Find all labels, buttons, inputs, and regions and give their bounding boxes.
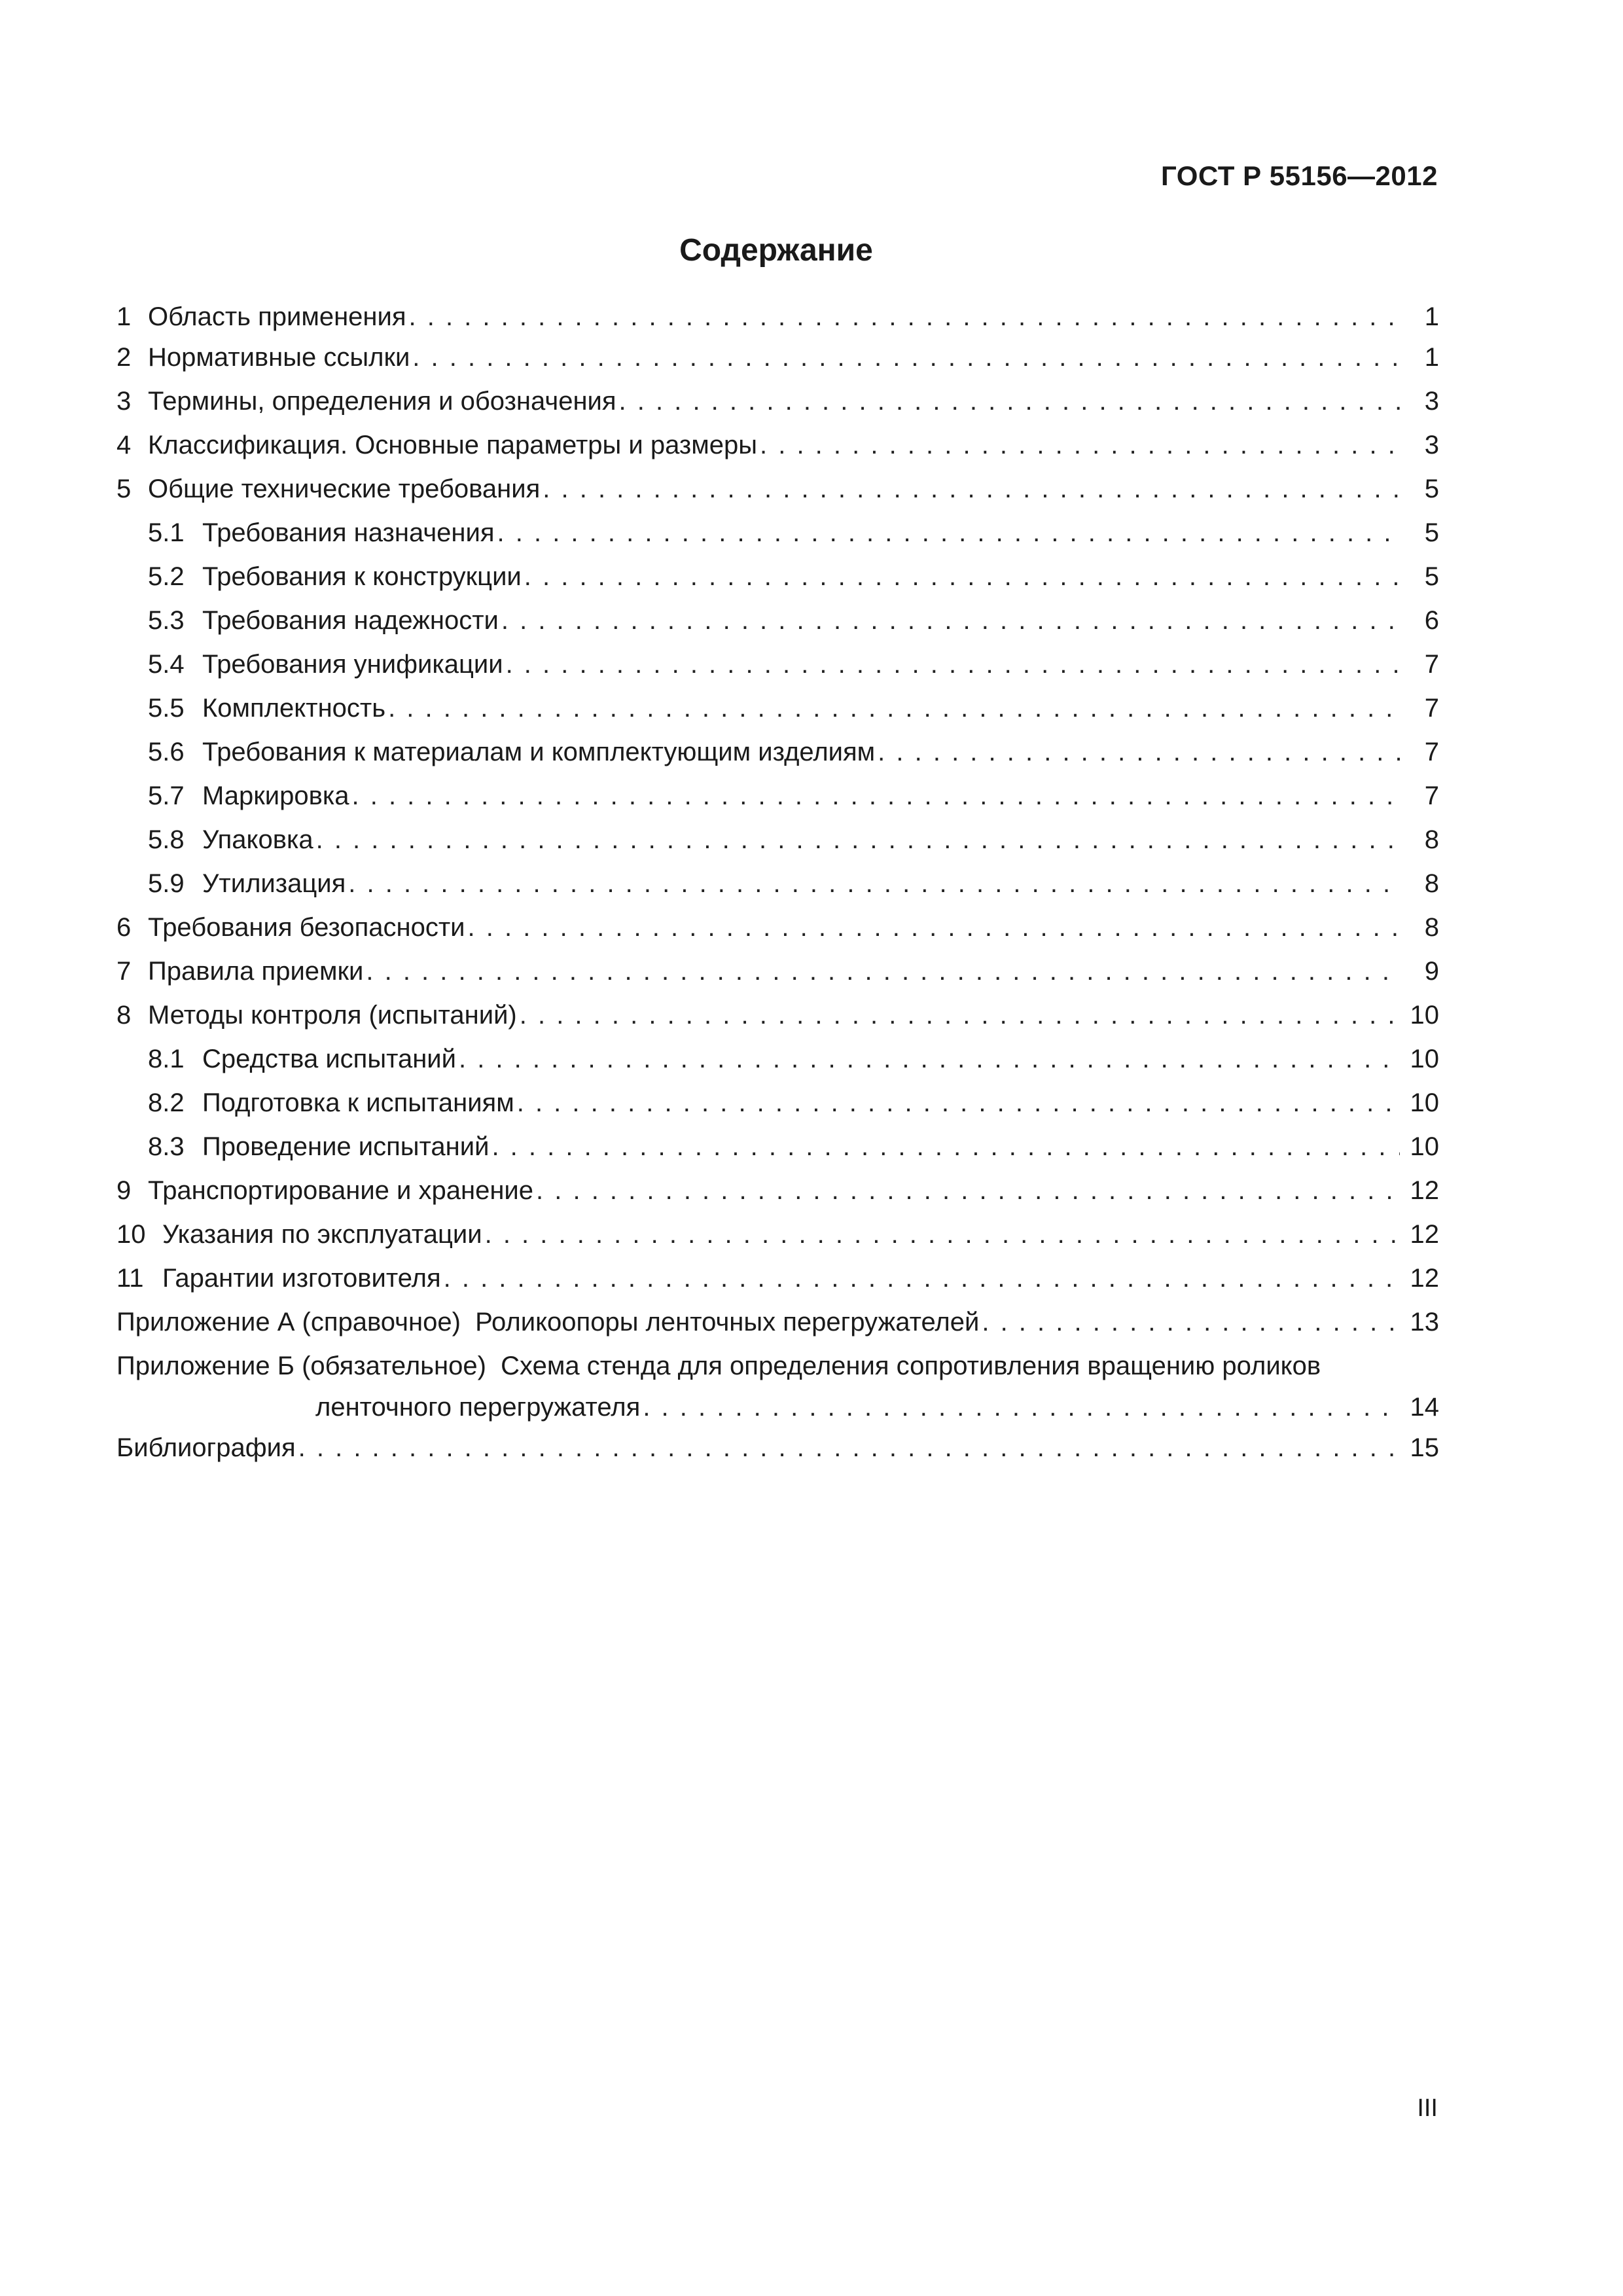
dot-leader — [875, 730, 1400, 774]
toc-entry-appendix-a[interactable] — [116, 1300, 1439, 1344]
dot-leader — [495, 511, 1400, 555]
toc-entry-number: 10 — [116, 1220, 146, 1249]
toc-entry-8-3[interactable] — [116, 1125, 1439, 1169]
toc-entry-page: 8 — [1424, 913, 1439, 942]
toc-entry-appendix-b-continued[interactable] — [116, 1388, 1439, 1426]
dot-leader — [406, 298, 1400, 336]
toc-entry-page: 8 — [1424, 869, 1439, 898]
toc-entry-5-5[interactable] — [116, 687, 1439, 730]
toc-entry-11[interactable] — [116, 1257, 1439, 1300]
toc-entry-page: 5 — [1424, 518, 1439, 547]
toc-entry-page: 1 — [1424, 343, 1439, 372]
toc-entry-5-1[interactable] — [116, 511, 1439, 555]
dot-leader — [489, 1125, 1400, 1169]
dot-leader — [616, 380, 1400, 423]
toc-entry-page: 8 — [1424, 825, 1439, 854]
toc-entry-text: Требования к конструкции — [202, 562, 522, 591]
toc-entry-8-2[interactable] — [116, 1081, 1439, 1125]
toc-entry-text: Указания по эксплуатации — [162, 1220, 482, 1249]
toc-entry-1[interactable] — [116, 298, 1439, 336]
toc-entry-text: Утилизация — [202, 869, 346, 898]
toc-entry-text: Классификация. Основные параметры и размеры — [148, 431, 757, 459]
toc-entry-5[interactable] — [116, 467, 1439, 511]
toc-entry-5-7[interactable] — [116, 774, 1439, 818]
dot-leader — [979, 1300, 1400, 1344]
toc-entry-number: 2 — [116, 343, 132, 372]
toc-entry-5-8[interactable] — [116, 818, 1439, 862]
toc-entry-5-2[interactable] — [116, 555, 1439, 599]
toc-entry-5-3[interactable] — [116, 599, 1439, 643]
toc-entry-text: Комплектность — [202, 694, 386, 723]
toc-entry-page: 7 — [1424, 738, 1439, 766]
toc-entry-number: 1 — [116, 302, 132, 331]
toc-entry-page: 10 — [1410, 1045, 1439, 1073]
toc-entry-6[interactable] — [116, 906, 1439, 950]
toc-entry-text: Требования безопасности — [148, 913, 465, 942]
dot-leader — [410, 336, 1400, 380]
toc-entry-number: 5.7 — [148, 781, 185, 810]
toc-entry-page: 10 — [1410, 1001, 1439, 1030]
dot-leader — [313, 818, 1400, 862]
toc-entry-number: 8 — [116, 1001, 132, 1030]
toc-entry-text: Общие технические требования — [148, 475, 541, 503]
dot-leader — [517, 994, 1400, 1037]
toc-entry-page: 13 — [1410, 1308, 1439, 1336]
toc-entry-page: 3 — [1424, 431, 1439, 459]
dot-leader — [540, 467, 1400, 511]
toc-entry-text: Термины, определения и обозначения — [148, 387, 616, 416]
toc-entry-text: Библиография — [116, 1433, 296, 1462]
toc-entry-page: 12 — [1410, 1220, 1439, 1249]
dot-leader — [349, 774, 1400, 818]
dot-leader — [640, 1388, 1400, 1426]
toc-entry-text: Транспортирование и хранение — [148, 1176, 534, 1205]
toc-entry-number: 5.1 — [148, 518, 185, 547]
dot-leader — [522, 555, 1400, 599]
toc-entry-text: Требования унификации — [202, 650, 503, 679]
toc-entry-10[interactable] — [116, 1213, 1439, 1257]
toc-entry-number: 5.6 — [148, 738, 185, 766]
dot-leader — [499, 599, 1400, 643]
toc-entry-text: Приложение Б (обязательное) Схема стенда для определения сопротивления вращению роликов — [116, 1352, 1321, 1380]
toc-entry-number: 3 — [116, 387, 132, 416]
toc-entry-4[interactable] — [116, 423, 1439, 467]
toc-entry-8[interactable] — [116, 994, 1439, 1037]
toc-entry-number: 8.3 — [148, 1132, 185, 1161]
dot-leader — [346, 862, 1400, 906]
toc-entry-text: Требования надежности — [202, 606, 499, 635]
toc-entry-number: 8.1 — [148, 1045, 185, 1073]
toc-entry-text: Маркировка — [202, 781, 349, 810]
dot-leader — [296, 1426, 1400, 1470]
toc-entry-number: 8.2 — [148, 1088, 185, 1117]
toc-entry-9[interactable] — [116, 1169, 1439, 1213]
dot-leader — [757, 423, 1400, 467]
toc-entry-number: 4 — [116, 431, 132, 459]
toc-entry-page: 15 — [1410, 1433, 1439, 1462]
toc-entry-text: Нормативные ссылки — [148, 343, 410, 372]
toc-entry-text: ленточного перегружателя — [315, 1393, 641, 1422]
toc-entry-number: 7 — [116, 957, 132, 986]
toc-entry-page: 3 — [1424, 387, 1439, 416]
toc-entry-number: 5.9 — [148, 869, 185, 898]
toc-entry-text: Приложение А (справочное) Роликоопоры ленточных перегружателей — [116, 1308, 980, 1336]
dot-leader — [441, 1257, 1400, 1300]
toc-entry-text: Подготовка к испытаниям — [202, 1088, 514, 1117]
toc-entry-number: 5 — [116, 475, 132, 503]
dot-leader — [385, 687, 1400, 730]
toc-entry-number: 5.2 — [148, 562, 185, 591]
toc-entry-page: 10 — [1410, 1132, 1439, 1161]
toc-entry-number: 5.8 — [148, 825, 185, 854]
toc-entry-page: 5 — [1424, 475, 1439, 503]
toc-entry-8-1[interactable] — [116, 1037, 1439, 1081]
toc-entry-2[interactable] — [116, 336, 1439, 380]
toc-entry-page: 10 — [1410, 1088, 1439, 1117]
toc-entry-number: 5.3 — [148, 606, 185, 635]
toc-entry-page: 14 — [1410, 1393, 1439, 1422]
dot-leader — [533, 1169, 1400, 1213]
dot-leader — [363, 950, 1400, 994]
table-of-contents — [116, 298, 1439, 1470]
toc-entry-text: Требования к материалам и комплектующим изделиям — [202, 738, 876, 766]
dot-leader — [514, 1081, 1400, 1125]
toc-entry-text: Гарантии изготовителя — [162, 1264, 441, 1293]
toc-entry-text: Требования назначения — [202, 518, 495, 547]
toc-entry-page: 12 — [1410, 1264, 1439, 1293]
toc-entry-page: 9 — [1424, 957, 1439, 986]
toc-entry-number: 9 — [116, 1176, 132, 1205]
toc-entry-3[interactable] — [116, 380, 1439, 423]
toc-entry-5-4[interactable] — [116, 643, 1439, 687]
dot-leader — [465, 906, 1400, 950]
toc-entry-text: Проведение испытаний — [202, 1132, 490, 1161]
toc-title: Содержание — [679, 233, 873, 268]
dot-leader — [456, 1037, 1400, 1081]
toc-entry-text: Средства испытаний — [202, 1045, 456, 1073]
toc-entry-number: 5.4 — [148, 650, 185, 679]
toc-entry-page: 7 — [1424, 694, 1439, 723]
toc-entry-5-6[interactable] — [116, 730, 1439, 774]
toc-entry-text: Упаковка — [202, 825, 313, 854]
toc-entry-7[interactable] — [116, 950, 1439, 994]
toc-entry-text: Методы контроля (испытаний) — [148, 1001, 517, 1030]
toc-entry-appendix-b[interactable] — [116, 1344, 1439, 1388]
toc-entry-text: Правила приемки — [148, 957, 364, 986]
toc-entry-page: 6 — [1424, 606, 1439, 635]
toc-entry-text: Область применения — [148, 302, 406, 331]
toc-entry-bibliography[interactable] — [116, 1426, 1439, 1470]
document-code: ГОСТ Р 55156—2012 — [1161, 160, 1438, 191]
toc-entry-number: 11 — [116, 1264, 144, 1293]
toc-entry-page: 5 — [1424, 562, 1439, 591]
toc-entry-page: 7 — [1424, 781, 1439, 810]
toc-entry-page: 7 — [1424, 650, 1439, 679]
toc-entry-5-9[interactable] — [116, 862, 1439, 906]
dot-leader — [503, 643, 1400, 687]
toc-entry-number: 5.5 — [148, 694, 185, 723]
dot-leader — [482, 1213, 1400, 1257]
toc-entry-page: 1 — [1424, 302, 1439, 331]
page-number: III — [1417, 2094, 1438, 2122]
toc-entry-page: 12 — [1410, 1176, 1439, 1205]
toc-entry-number: 6 — [116, 913, 132, 942]
